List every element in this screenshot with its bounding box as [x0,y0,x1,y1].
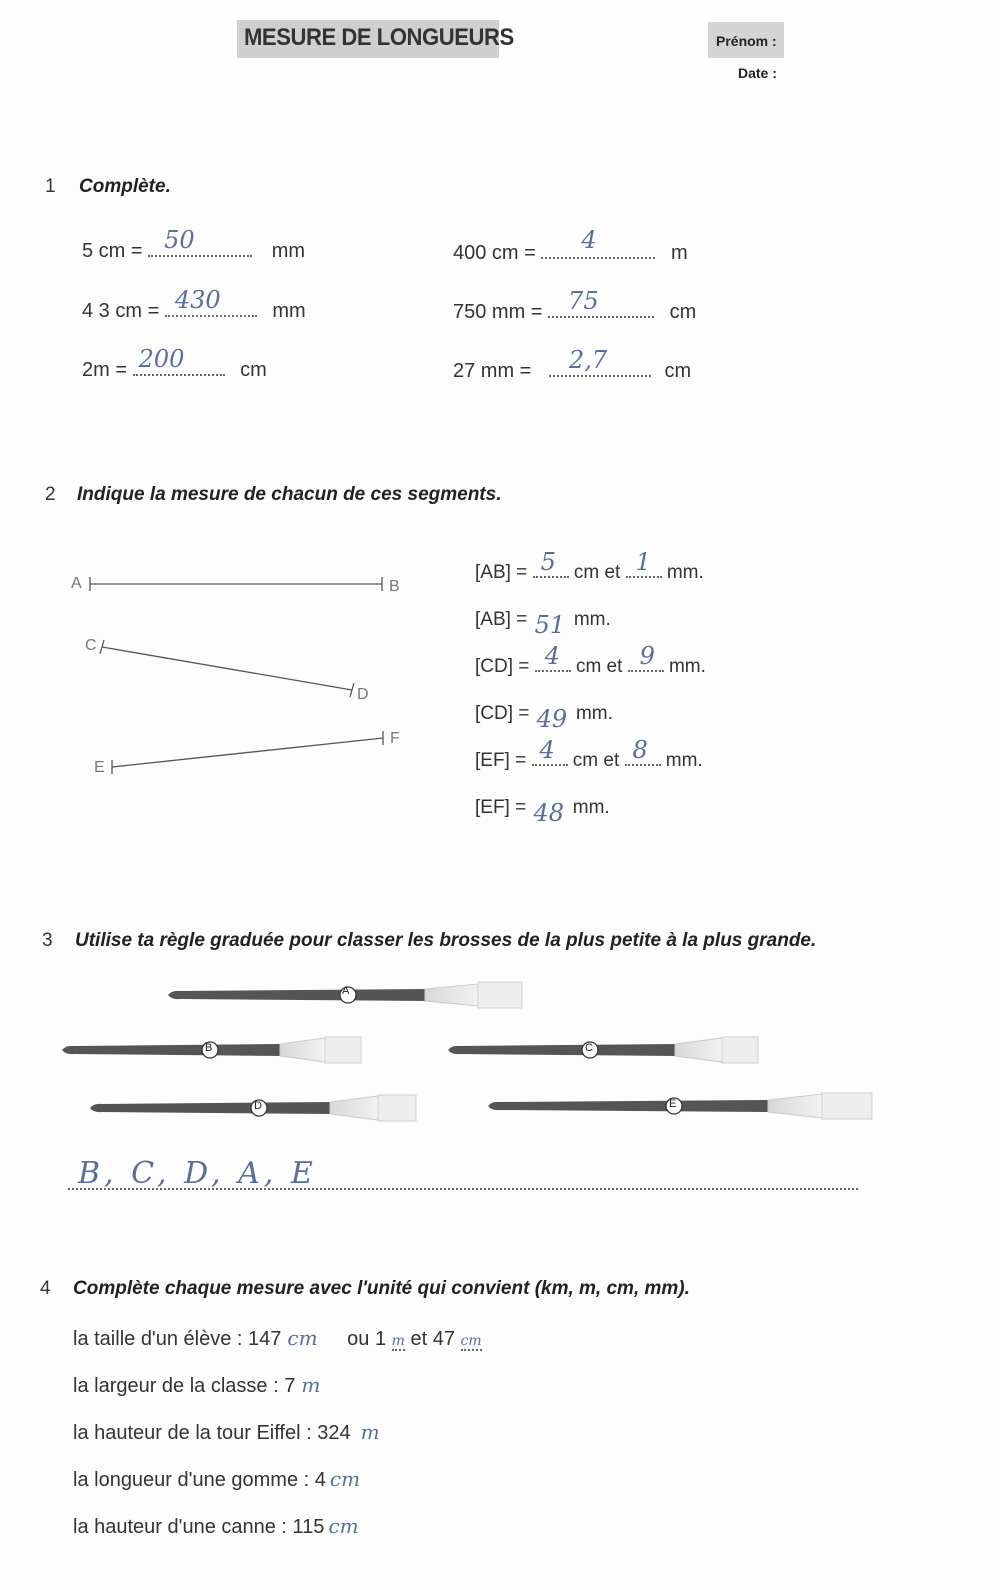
q1-answer-field-3[interactable]: 200 [133,359,225,382]
q1-answer-field-5[interactable]: 75 [548,301,654,324]
segments-figure [60,560,420,790]
segment-cd [102,647,352,690]
point-d-label: D [357,686,369,703]
q4-line-1: la taille d'un élève : 147 cm ou 1 m et 47 cm [73,1326,482,1350]
q1-item-5: 750 mm = 75 cm [453,287,697,323]
brushes-figure [0,970,1000,1130]
q2-answer-row-4: [CD] = 49 mm. [475,703,613,733]
q4-answer-1b[interactable]: m [391,1333,405,1349]
q4-line-2: la largeur de la classe : 7 m [73,1373,321,1397]
q1-answer-field-1[interactable]: 50 [148,240,256,263]
brush-a-label: A [342,985,350,997]
q2-field-ab-cm[interactable]: 5 [533,562,569,584]
date-label: Date : [738,65,777,81]
prenom-label: Prénom : [716,33,777,49]
q1-answer-field-4[interactable]: 4 [541,242,655,265]
q2-field-ef-mm[interactable]: 8 [625,750,661,772]
q1-item-6: 27 mm = 2,7 cm [453,346,692,382]
q2-field-ef-cm[interactable]: 4 [532,750,568,772]
point-c-label: C [85,637,97,654]
page-title: MESURE DE LONGUEURS [244,24,514,51]
brush-d-label: D [254,1100,262,1112]
q3-number: 3 [42,930,53,951]
q4-answer-5[interactable]: cm [328,1514,359,1538]
q2-answer-row-6: [EF] = 48 mm. [475,797,610,827]
q1-answer-field-6[interactable]: 2,7 [549,360,651,383]
q4-line-5: la hauteur d'une canne : 115 cm [73,1514,359,1538]
q1-item-4: 400 cm = 4 m [453,226,688,264]
q2-answer-row-3: [CD] = 4 cm et 9 mm. [475,642,706,677]
brush-c-label: C [585,1042,593,1054]
q4-answer-1[interactable]: cm [287,1326,318,1350]
q1-item-1: 5 cm = 50 mm [82,226,306,262]
brush-e [488,1093,872,1119]
q2-instruction: Indique la mesure de chacun de ces segments. [77,484,502,505]
brush-d [90,1095,416,1121]
q1-instruction: Complète. [79,176,171,197]
brush-c [448,1037,758,1063]
q1-answer-field-2[interactable]: 430 [165,300,257,323]
point-b-label: B [389,578,400,595]
q4-line-4: la longueur d'une gomme : 4 cm [73,1467,361,1491]
q4-instruction: Complète chaque mesure avec l'unité qui convient (km, m, cm, mm). [73,1278,690,1299]
q2-number: 2 [45,484,56,505]
q3-answer: B, C, D, A, E [78,1156,317,1191]
q1-number: 1 [45,176,56,197]
q4-answer-4[interactable]: cm [329,1467,361,1491]
point-f-label: F [390,730,400,747]
q4-answer-2[interactable]: m [301,1373,321,1397]
q2-field-ab-mm[interactable]: 1 [626,562,662,584]
q2-field-cd-mm[interactable]: 9 [628,656,664,678]
brush-e-label: E [669,1098,677,1110]
q4-answer-1c[interactable]: cm [460,1333,482,1349]
q4-number: 4 [40,1278,51,1299]
segment-ef [112,738,383,767]
q4-line-3: la hauteur de la tour Eiffel : 324 m [73,1420,380,1444]
point-a-label: A [71,575,82,592]
q2-field-cd-cm[interactable]: 4 [535,656,571,678]
point-e-label: E [94,759,105,776]
q1-item-2: 4 3 cm = 430 mm [82,286,306,322]
q2-answer-row-5: [EF] = 4 cm et 8 mm. [475,736,703,771]
q3-instruction: Utilise ta règle graduée pour classer les brosses de la plus petite à la plus grande. [75,930,817,951]
q2-answer-row-2: [AB] = 51 mm. [475,609,611,639]
q1-item-3: 2m = 200 cm [82,345,267,381]
q4-answer-3[interactable]: m [360,1420,380,1444]
q2-answer-row-1: [AB] = 5 cm et 1 mm. [475,548,704,583]
brush-b-label: B [205,1042,213,1054]
